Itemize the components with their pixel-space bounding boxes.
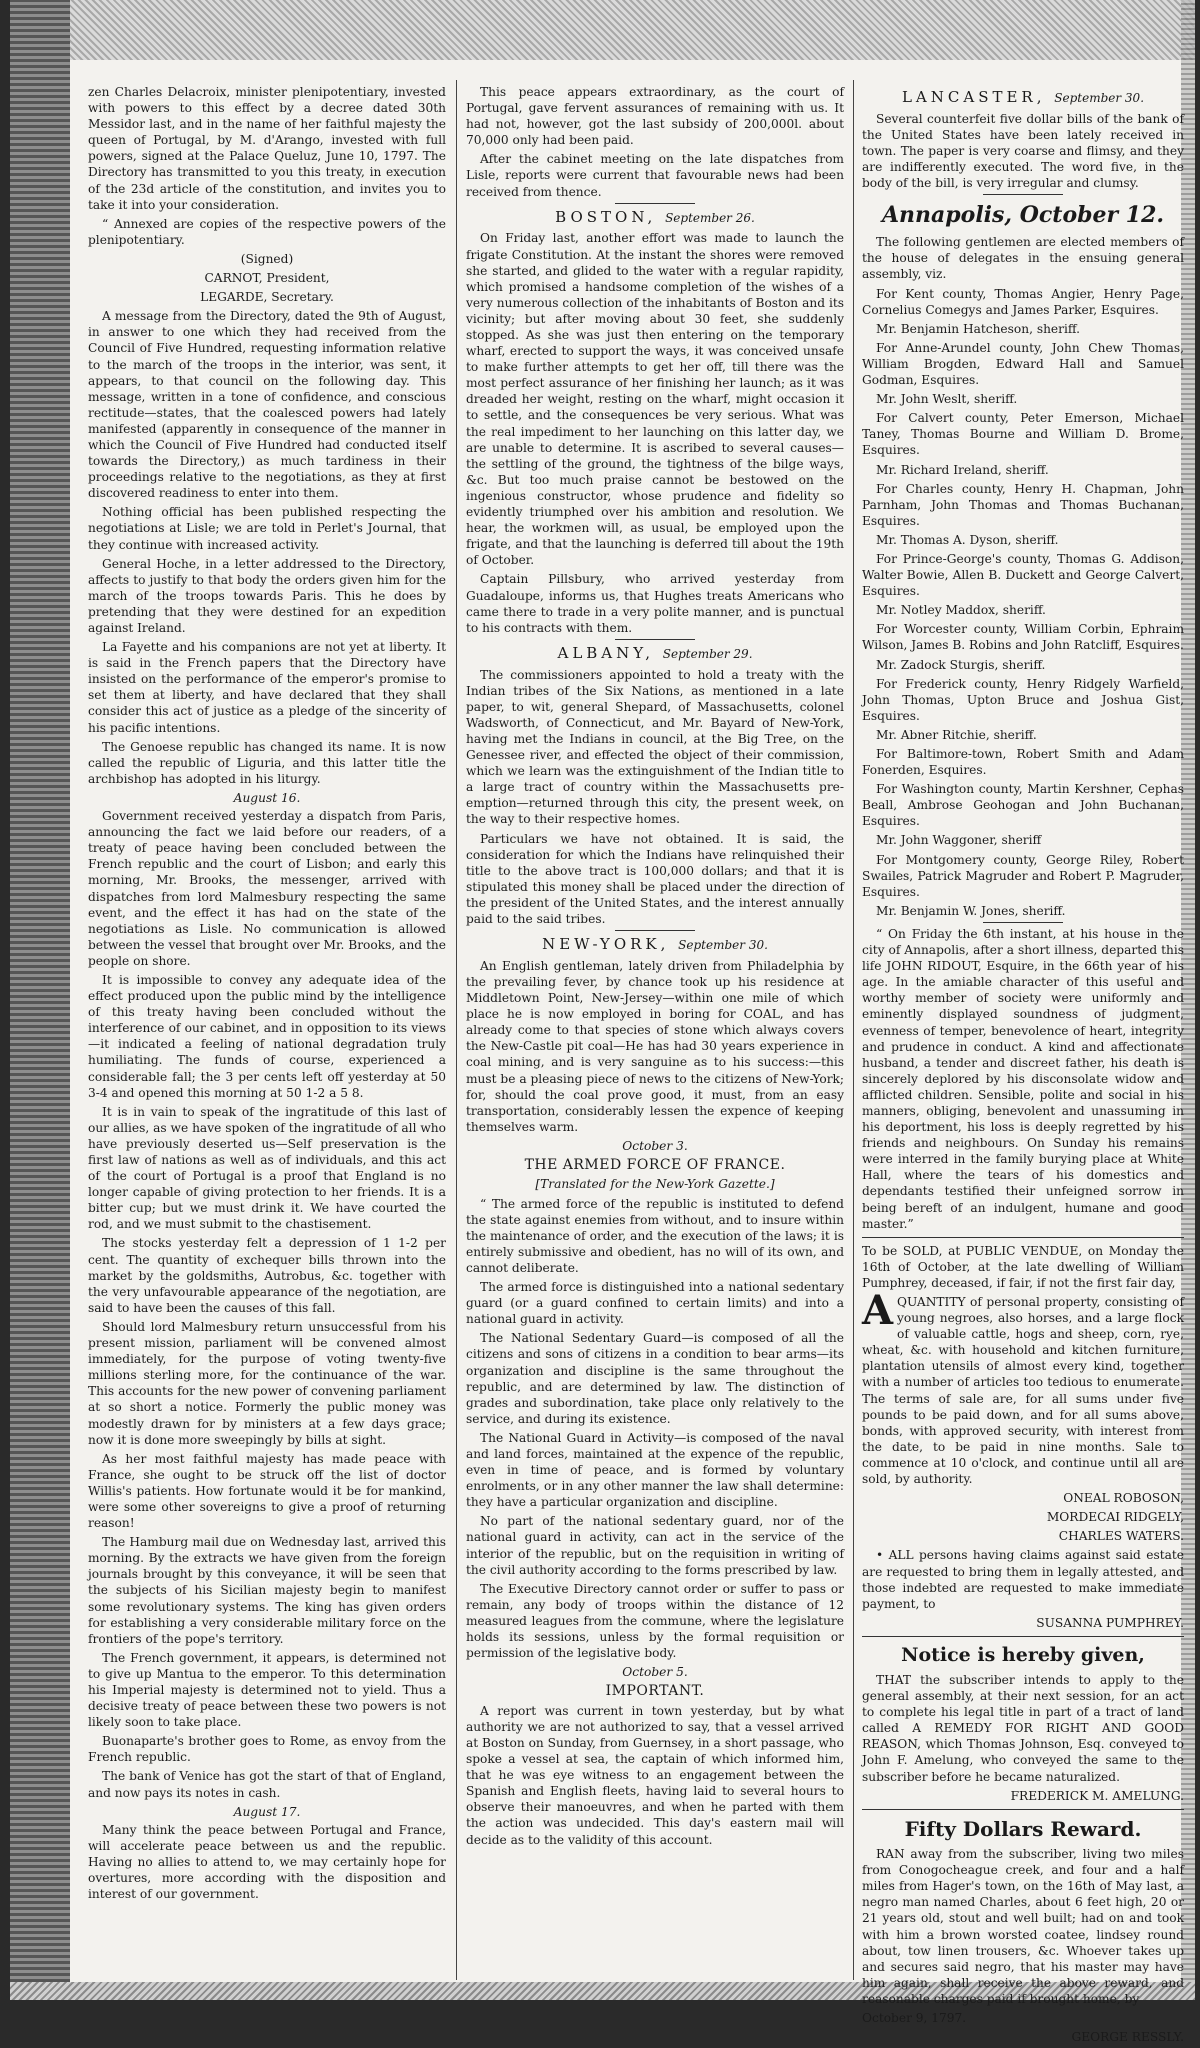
reward-heading: Fifty Dollars Reward. [904, 1816, 1142, 1841]
paragraph: Nothing official has been published respecting the negotiations at Lisle; we are told in Perlet's Journal, that they continue with increased activity. [88, 505, 446, 552]
dateline: August 16. [233, 790, 301, 805]
paragraph: The following gentlemen are elected members of the house of delegates in the ensuing general assembly, viz. [862, 235, 1184, 282]
signature: CHARLES WATERS. [1058, 1529, 1184, 1544]
sale-notice: To be SOLD, at PUBLIC VENDUE, on Monday the 16th of October, at the late dwelling of William Pumphrey, deceased, if fair, if not the first fair day, [862, 1243, 1184, 1290]
paragraph: A report was current in town yesterday, but by what authority we are not authorized to say, that a vessel arrived at Boston on Sunday, from Guernsey, in a short passage, who spoke a vessel at sea, the captain of which informed him, that he was eye witness to an engagement between the Spanish and English fleets, having laid to several hours to observe their manoeuvres, and when he parted with them the action was undecided. This day's eastern mail will decide as to the validity of this account. [466, 1703, 844, 1847]
divider [862, 1809, 1184, 1810]
signatory: CARNOT, President, [204, 271, 330, 286]
paragraph: On Friday last, another effort was made to launch the frigate Constitution. At the instant the shores were removed she started, and glided to the water with a regular rapidity, which promised a handsome completion of the wishes of a very numerous collection of the inhabitants of Boston and its vicinity; but after moving about 30 feet, she suddenly stopped. As she was just then entering on the temporary wharf, erected to support the ways, it was conceived unsafe to make further attempts to get her off, till there was the most perfect assurance of her finishing her launch; as it was dreaded her weight, resting on the wharf, might occasion it to settle, and the consequences be very serious. What was the real impediment to her launching on this latter day, we are unable to determine. It is ascribed to several causes—the settling of the ground, the tightness of the bilge ways, &c. But too much praise cannot be bestowed on the ingenious constructor, whose prudence and fidelity so evidently triumphed over his ambition and resolution. We hear, the workmen will, as usual, be employed upon the frigate, and that the launching is deferred till about the 19th of October. [466, 231, 844, 568]
paragraph: The National Sedentary Guard—is composed of all the citizens and sons of citizens in a condition to bear arms—its organization and discipline is the same throughout the republic, and are determined by law. The distinction of grades and subordination, take place only relatively to the service, and during its existence. [466, 1331, 844, 1426]
paragraph: After the cabinet meeting on the late dispatches from Lisle, reports were current that favourable news had been received from thence. [466, 152, 844, 199]
list-item: Mr. Benjamin W. Jones, sheriff. [876, 903, 1066, 918]
list-item: Mr. Thomas A. Dyson, sheriff. [876, 532, 1059, 547]
signed-label: (Signed) [240, 251, 294, 266]
section-head-albany: ALBANY, September 29. [557, 643, 753, 662]
list-item: For Anne-Arundel county, John Chew Thomas, William Brogden, Edward Hall and Samuel Godman, Esquires. [862, 340, 1184, 388]
paragraph: RAN away from the subscriber, living two miles from Conogocheague creek, and four and a half miles from Hager's town, on the 16th of May last, a negro man named Charles, about 6 feet high, 20 or 21 years old, stout and well built; had on and took with him a brown worsted coatee, lindsey round about, tow linen trousers, &c. Whoever takes up and secures said negro, that his master may have him again, shall receive the above reward, and reasonable charges paid if brought home, by [862, 1847, 1184, 2006]
paragraph: No part of the national sedentary guard, nor of the national guard in activity, can act in the service of the interior of the republic, but on the requisition in writing of the civil authority according to the forms prescribed by law. [466, 1514, 844, 1577]
paragraph: The Genoese republic has changed its name. It is now called the republic of Liguria, and this latter title the archbishop has adopted in his liturgy. [88, 739, 446, 786]
list-item: For Montgomery county, George Riley, Robert Swailes, Patrick Magruder and Robert P. Magruder, Esquires. [862, 852, 1184, 899]
paragraph: The bank of Venice has got the start of that of England, and now pays its notes in cash. [88, 1769, 446, 1800]
signature: SUSANNA PUMPHREY. [1036, 1615, 1184, 1630]
signature: ONEAL ROBOSON, [1063, 1491, 1184, 1506]
paragraph: General Hoche, in a letter addressed to the Directory, affects to justify to that body the orders given him for the march of the troops towards Paris. This he does by pretending that they were destined for an expedition against Ireland. [88, 556, 446, 635]
dateline: August 17. [233, 1804, 301, 1819]
paragraph: Particulars we have not obtained. It is said, the consideration for which the Indians have relinquished their title to the above tract is 100,000 dollars; and that it is stipulated this money shall be placed under the direction of the president of the United States, and the interest annually paid to the said tribes. [466, 831, 844, 926]
signature: GEORGE RESSLY. [1071, 2030, 1184, 2045]
paragraph: This peace appears extraordinary, as the court of Portugal, gave fervent assurances of remaining with us. It had not, however, got the last subsidy of 200,000l. about 70,000 only had been paid. [466, 85, 844, 148]
signatory: LEGARDE, Secretary. [200, 290, 334, 305]
list-item: Mr. Zadock Sturgis, sheriff. [876, 657, 1046, 672]
list-item: Mr. John Waggoner, sheriff [876, 833, 1042, 848]
dateline: October 9, 1797. [862, 2011, 967, 2026]
paragraph: An English gentleman, lately driven from Philadelphia by the prevailing fever, by chance took up his residence at Middletown Point, New-Jersey—within one mile of which place he is now employed in boring for COAL, and has already come to that species of stone which always covers the New-Castle pit coal—He has had 30 years experience in coal mining, and is very sanguine as to his success:—this must be a pleasing piece of news to the citizens of New-York; for, should the coal prove good, it must, from an easy transportation, considerably lessen the expence of keeping themselves warm. [466, 958, 845, 1134]
list-item: For Washington county, Martin Kershner, Cephas Beall, Ambrose Geohogan and John Buchanan, Esquires. [862, 782, 1184, 829]
signature: MORDECAI RIDGELY, [1046, 1510, 1184, 1525]
notice-heading: Notice is hereby given, [901, 1643, 1145, 1666]
binding-edge [10, 0, 70, 2000]
newspaper-page [10, 0, 1195, 2045]
paragraph: The commissioners appointed to hold a treaty with the Indian tribes of the Six Nations, as mentioned in a late paper, to wit, general Shepard, of Massachusetts, colonel Wadsworth, of Connecticut, and Mr. Bayard of New-York, having met the Indians in council, at the Big Tree, on the Genessee river, and effected the object of their commission, which we learn was the extinguishment of the Indian title to a large tract of country within the Massachusetts pre-emption—returned through this city, the present week, on the way to their respective homes. [466, 667, 844, 827]
sale-details: AQUANTITY of personal property, consisting of young negroes, also horses, and a large flock of valuable cattle, hogs and sheep, corn, rye, wheat, &c. with household and kitchen furniture, plantation utensils of almost every kind, together with a number of articles too tedious to enumerate. The terms of sale are, for all sums under five pounds to be paid down, and for all sums above, bonds, with approved security, with interest from the date, to be paid in nine months. Sale to commence at 10 o'clock, and continue until all are sold, by authority. [862, 1287, 1184, 1487]
column-rule-1 [456, 80, 457, 1980]
divider [983, 194, 1063, 195]
paragraph: It is in vain to speak of the ingratitude of this last of our allies, as we have spoken of the ingratitude of all who have previously deserted us—Self preservation is the first law of nations as well as of individuals, and this act of the court of Portugal is a proof that England is no longer capable of giving protection to her friends. It is a bitter cup; but we must drink it. We have courted the rod, and we must submit to the chastisement. [88, 1104, 446, 1232]
divider [615, 639, 695, 640]
paragraph: The Executive Directory cannot order or suffer to pass or remain, any body of troops within the distance of 12 measured leagues from the commune, where the legislature holds its sessions, unless by the formal requisition or permission of the legislative body. [466, 1581, 844, 1661]
paragraph: The National Guard in Activity—is composed of the naval and land forces, maintained at the expence of the republic, even in time of peace, and is formed by voluntary enrolments, or in any other manner the law shall determine: they have a particular organization and discipline. [466, 1430, 844, 1510]
scan-noise-top [10, 0, 1195, 60]
paragraph: La Fayette and his companions are not yet at liberty. It is said in the French papers that the Directory have insisted on the performance of the emperor's promise to set them at liberty, and have declared that they shall consider this act of justice as a pledge of the sincerity of his pacific intentions. [88, 640, 446, 735]
column-1 [88, 84, 446, 1905]
list-item: For Frederick county, Henry Ridgely Warfield, John Thomas, Upton Bruce and Joshua Gist, Esquires. [862, 676, 1184, 723]
list-item: For Calvert county, Peter Emerson, Michael Taney, Thomas Bourne and William D. Brome, Esquires. [862, 411, 1184, 458]
paragraph: As her most faithful majesty has made peace with France, she ought to be struck off the list of doctor Willis's patients. How fortunate would it be for mankind, were some other sovereigns to give a proof of returning reason! [88, 1451, 446, 1531]
column-3 [862, 84, 1184, 2048]
divider [862, 1237, 1184, 1238]
list-item: For Baltimore-town, Robert Smith and Adam Fonerden, Esquires. [862, 747, 1184, 778]
drop-cap: A [862, 1287, 894, 1335]
divider [983, 922, 1063, 923]
column-2 [466, 84, 844, 1851]
section-head-annapolis: Annapolis, October 12. [881, 202, 1165, 229]
paragraph: zen Charles Delacroix, minister plenipotentiary, invested with powers to this effect by a decree dated 30th Messidor last, and in the name of her faithful majesty the queen of Portugal, by M. d'Arango, invested with full powers, signed at the Palace Queluz, June 10, 1797. The Directory has transmitted to you this treaty, in execution of the 23d article of the constitution, and invites you to take it into your consideration. [88, 85, 446, 212]
section-head-boston: BOSTON, September 26. [555, 207, 755, 226]
list-item: For Kent county, Thomas Angier, Henry Page, Cornelius Comegys and James Parker, Esquires. [862, 286, 1184, 317]
paragraph: Many think the peace between Portugal and France, will accelerate peace between us and the republic. Having no allies to attend to, we may certainly hope for overtures, more according with the disposition and interest of our government. [88, 1822, 446, 1902]
section-head-lancaster: LANCASTER, September 30. [901, 88, 1145, 106]
list-item: For Charles county, Henry H. Chapman, John Parnham, John Thomas and Thomas Buchanan, Esquires. [862, 481, 1184, 528]
dateline: October 5. [622, 1665, 688, 1680]
list-item: For Prince-George's county, Thomas G. Addison, Walter Bowie, Allen B. Duckett and George Calvert, Esquires. [862, 551, 1184, 599]
paragraph: Should lord Malmesbury return unsuccessful from his present mission, parliament will be convened almost immediately, for the purpose of voting twenty-five millions sterling more, for the continuance of the war. This accounts for the new power of convening parliament at so short a notice. Formerly the public money was modestly drawn for by ministers at a few days grace; now it is done more sweepingly by bills at sight. [88, 1319, 446, 1447]
paragraph: Several counterfeit five dollar bills of the bank of the United States have been lately received in town. The paper is very coarse and flimsy, and they are indifferently executed. The word five, in the body of the bill, is very irregular and clumsy. [862, 111, 1184, 191]
section-head-new-york: NEW-YORK, September 30. [542, 935, 768, 954]
paragraph: The stocks yesterday felt a depression of 1 1-2 per cent. The quantity of exchequer bills thrown into the market by the goldsmiths, Autrobus, &c. together with the very unfavourable appearance of the negotiation, are said to have been the causes of this fall. [88, 1236, 446, 1315]
list-item: For Worcester county, William Corbin, Ephraim Wilson, James B. Robins and John Ratcliff, Esquires. [862, 622, 1184, 653]
divider [862, 1636, 1184, 1637]
list-item: Mr. John Weslt, sheriff. [876, 392, 1018, 407]
paragraph: The Hamburg mail due on Wednesday last, arrived this morning. By the extracts we have given from the foreign journals brought by this conveyance, it will be seen that the subjects of his Sicilian majesty begin to manifest some revolutionary systems. The king has given orders for establishing a very considerable military force on the frontiers of the pope's territory. [88, 1535, 446, 1646]
list-item: Mr. Benjamin Hatcheson, sheriff. [876, 321, 1080, 336]
paragraph: It is impossible to convey any adequate idea of the effect produced upon the public mind by the intelligence of this treaty having been concluded without the interference of our cabinet, and in opposition to its views—it indicated a feeling of national degradation truly humiliating. The funds of course, experienced a considerable fall; the 3 per cents left off yesterday at 50 3-4 and opened this morning at 50 1-2 a 5 8. [88, 972, 446, 1100]
paragraph: Government received yesterday a dispatch from Paris, announcing the fact we laid before our readers, of a treaty of peace having been concluded between the French republic and the court of Lisbon; and early this morning, Mr. Brooks, the messenger, arrived with dispatches from lord Malmesbury respecting the same event, and the effect it has had on the state of the negotiations as Lisle. No communication is allowed between the vessel that brought over Mr. Brooks, and the people on shore. [88, 809, 446, 968]
obituary: “ On Friday the 6th instant, at his house in the city of Annapolis, after a short illness, departed this life JOHN RIDOUT, Esquire, in the 66th year of his age. In the amiable character of this useful and worthy member of society were uniformly and eminently displayed soundness of judgment, evenness of temper, benevolence of heart, integrity and prudence in conduct. A kind and affectionate husband, a tender and discreet father, his death is sincerely deplored by his disconsolate widow and afflicted children. Sensible, polite and social in his manners, obliging, benevolent and unassuming in his deportment, his loss is deeply regretted by his friends and neighbours. On Sunday his remains were interred in the family burying place at White Hall, where the tears of his domestics and dependants testified their unfeigned sorrow in being bereft of an indulgent, humane and good master.” [862, 926, 1184, 1231]
divider [615, 930, 695, 931]
translation-note: [Translated for the New-York Gazette.] [535, 1177, 775, 1192]
list-item: Mr. Notley Maddox, sheriff. [876, 603, 1046, 618]
dateline: October 3. [622, 1138, 688, 1153]
paragraph: The French government, it appears, is determined not to give up Mantua to the emperor. To this determination his Imperial majesty is determined not to yield. Thus a decisive treaty of peace between these two powers is not likely soon to take place. [88, 1650, 446, 1730]
list-item: Mr. Abner Ritchie, sheriff. [876, 727, 1037, 742]
section-head-important: IMPORTANT. [605, 1683, 705, 1700]
list-item: Mr. Richard Ireland, sheriff. [876, 462, 1049, 477]
paragraph: Buonaparte's brother goes to Rome, as envoy from the French republic. [88, 1734, 446, 1765]
divider [615, 203, 695, 204]
paragraph: THAT the subscriber intends to apply to the general assembly, at their next session, for an act to complete his legal title in part of a tract of land called A REMEDY FOR RIGHT AND GOOD REASON, which Thomas Johnson, Esq. conveyed to John F. Amelung, who conveyed the same to the subscriber before he became naturalized. [862, 1672, 1184, 1784]
paragraph: “ The armed force of the republic is instituted to defend the state against enemies from without, and to insure within the maintenance of order, and the execution of the laws; it is entirely submissive and obedient, has no will of its own, and cannot deliberate. [466, 1196, 844, 1275]
paragraph: • ALL persons having claims against said estate are requested to bring them in legally attested, and those indebted are requested to make immediate payment, to [862, 1548, 1184, 1611]
column-rule-2 [853, 80, 854, 1980]
paragraph: Captain Pillsbury, who arrived yesterday from Guadaloupe, informs us, that Hughes treats Americans who came there to trade in a very polite manner, and is punctual to his contracts with them. [466, 572, 844, 635]
section-head-armed-force: THE ARMED FORCE OF FRANCE. [524, 1157, 786, 1174]
paragraph: “ Annexed are copies of the respective powers of the plenipotentiary. [88, 216, 446, 247]
paragraph: A message from the Directory, dated the 9th of August, in answer to one which they had received from the Council of Five Hundred, requesting information relative to the march of the troops in the interior, was sent, it appears, to that council on the following day. This message, written in a tone of confidence, and conscious rectitude—states, that the coalesced powers had lately manifested (apparently in consequence of the manner in which the Council of Five Hundred had conducted itself towards the Directory,) as much tardiness in their proceedings relative to the negotiations, as they at first discovered readiness to enter into them. [88, 309, 446, 501]
signature: FREDERICK M. AMELUNG. [1010, 1788, 1184, 1803]
paragraph: The armed force is distinguished into a national sedentary guard (or a guard confined to certain limits) and into a national guard in activity. [466, 1280, 844, 1327]
